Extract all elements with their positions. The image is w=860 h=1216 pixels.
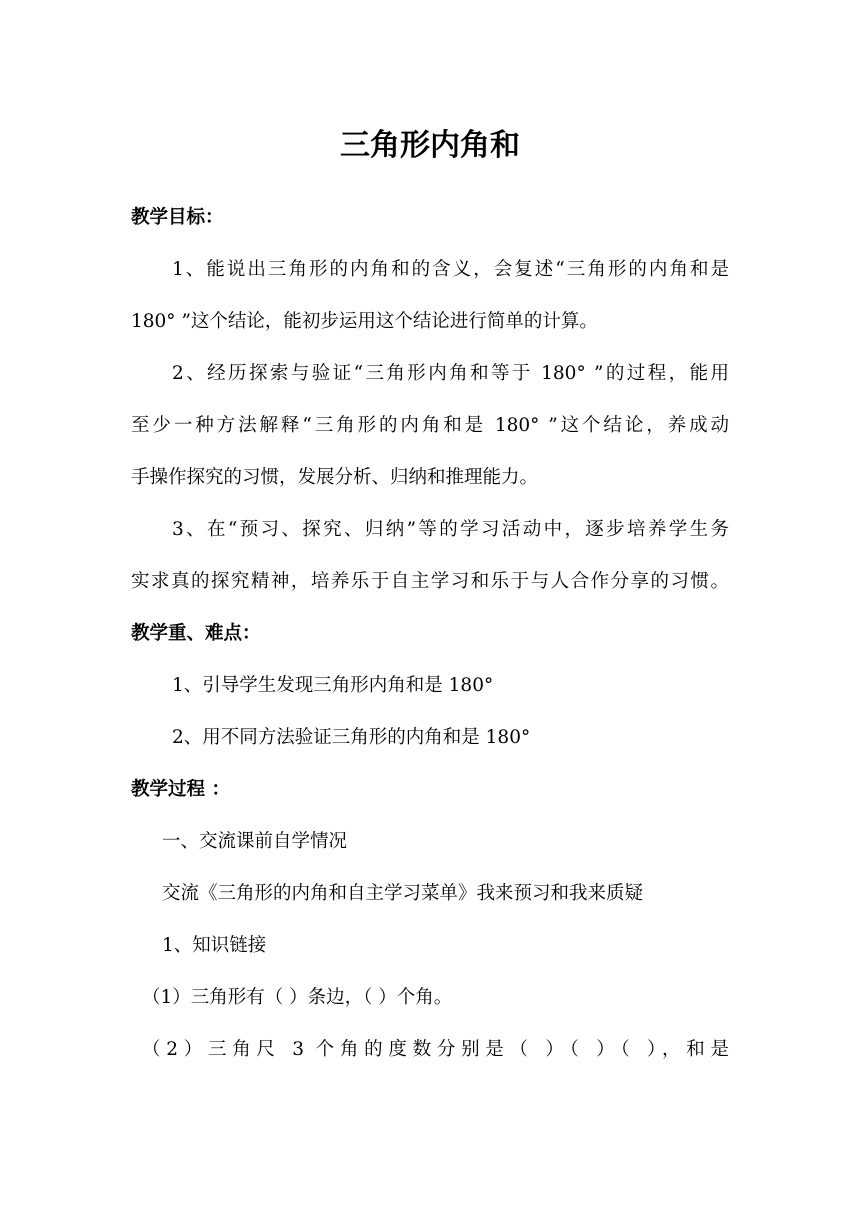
objectives-line-6: 3、在“预习、探究、归纳”等的学习活动中，逐步培养学生务	[172, 519, 729, 540]
objectives-line-2: 180° ”这个结论，能初步运用这个结论进行简单的计算。	[131, 311, 598, 332]
process-heading: 教学过程 ：	[131, 779, 230, 800]
objectives-line-4: 至少一种方法解释“三角形的内角和是 180° ”这个结论，养成动	[131, 415, 729, 436]
objectives-line-1: 1、能说出三角形的内角和的含义，会复述“三角形的内角和是	[172, 259, 729, 280]
process-line-3: 1、知识链接	[162, 935, 267, 956]
process-line-4: （1）三角形有（ ）条边，（ ）个角。	[142, 987, 453, 1008]
process-line-2: 交流《三角形的内角和自主学习菜单》我来预习和我来质疑	[162, 883, 644, 904]
objectives-line-3: 2、经历探索与验证“三角形内角和等于 180° ”的过程，能用	[172, 363, 729, 384]
objectives-heading: 教学目标：	[131, 207, 224, 228]
document-title: 三角形内角和	[340, 128, 520, 163]
process-line-1: 一、交流课前自学情况	[162, 831, 348, 852]
objectives-line-7: 实求真的探究精神，培养乐于自主学习和乐于与人合作分享的习惯。	[131, 571, 729, 592]
key-points-heading: 教学重、难点：	[131, 623, 261, 644]
key-points-line-2: 2、用不同方法验证三角形的内角和是 180°	[172, 727, 531, 748]
key-points-line-1: 1、引导学生发现三角形内角和是 180°	[172, 675, 494, 696]
objectives-line-5: 手操作探究的习惯，发展分析、归纳和推理能力。	[131, 467, 539, 488]
process-line-5: （2）三角尺 3 个角的度数分别是（ ）（ ）（ ），和是	[142, 1039, 729, 1060]
